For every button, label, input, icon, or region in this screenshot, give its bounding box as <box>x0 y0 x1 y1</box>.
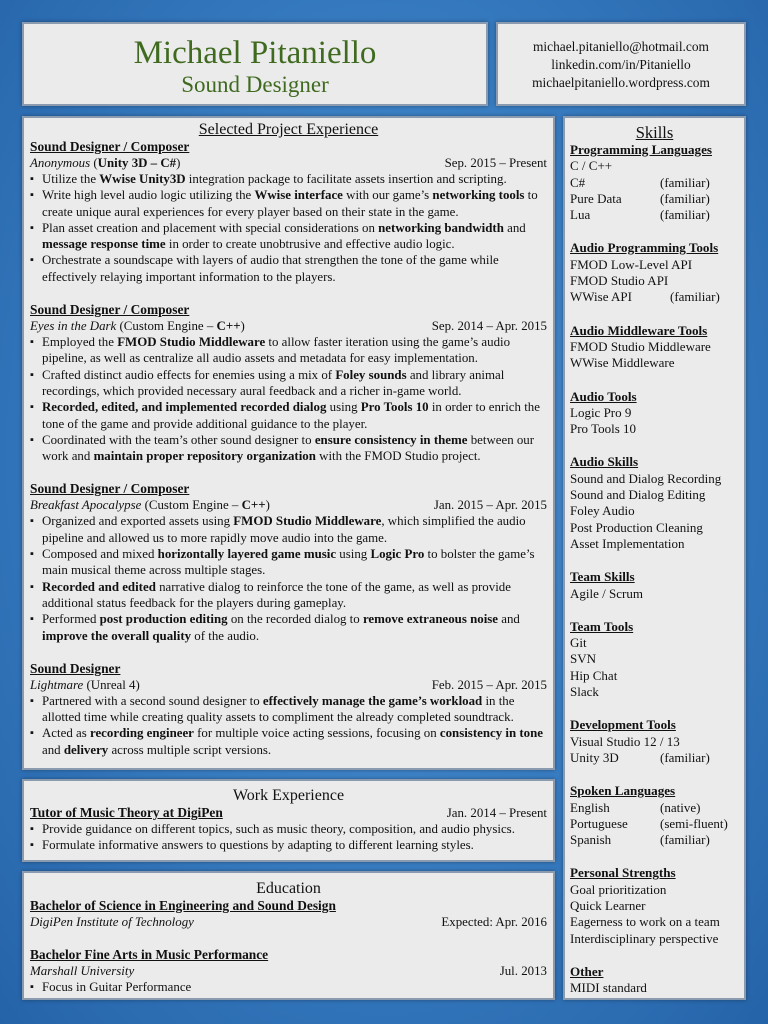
project-game: Breakfast Apocalypse (Custom Engine – C++) <box>30 498 270 513</box>
work-role: Tutor of Music Theory at DigiPen <box>30 805 223 820</box>
bold-text: Foley sounds <box>335 367 407 382</box>
bullet-item: ▪ Recorded, edited, and implemented recorded dialog using Pro Tools 10 in order to enrich the tone of the game and provide additional guidance to the player. <box>30 399 547 432</box>
skill-item <box>570 586 740 602</box>
bullet-item: ▪ Recorded and edited narrative dialog to reinforce the tone of the game, as well as provide additional status feedback for the players during gameplay. <box>30 579 547 612</box>
skill-category: Audio Tools <box>570 388 637 404</box>
skill-name: Interdisciplinary perspective <box>570 930 719 946</box>
skill-item <box>570 684 740 700</box>
skill-item <box>570 750 740 766</box>
bold-text: Logic Pro <box>370 547 425 562</box>
skill-item <box>570 191 740 207</box>
bold-text: improve the overall quality <box>42 628 192 643</box>
bullet-item: ▪ Utilize the Wwise Unity3D integration package to facilitate assets insertion and scripting. <box>30 171 547 187</box>
bullet-item: ▪ Write high level audio logic utilizing the Wwise interface with our game’s networking tools to create unique aural experiences for every player based on their state in the game. <box>30 187 547 220</box>
spacer <box>570 372 740 389</box>
bullet-item: ▪ Organized and exported assets using FMOD Studio Middleware, which simplified the audio pipeline and allowed us to more rapidly move audio into the game. <box>30 513 547 546</box>
bold-text: networking tools <box>432 188 525 203</box>
spacer <box>570 223 740 240</box>
degree-date: Expected: Apr. 2016 <box>441 915 547 929</box>
skill-name: Sound and Dialog Recording <box>570 470 722 486</box>
applicant-name: Michael Pitaniello <box>133 35 377 71</box>
contact-panel <box>496 22 746 106</box>
game-title: Eyes in the Dark <box>30 319 117 334</box>
skill-category: Spoken Languages <box>570 783 676 799</box>
contact-email[interactable]: michael.pitaniello@hotmail.com <box>533 39 709 54</box>
project-dates: Feb. 2015 – Apr. 2015 <box>431 677 547 692</box>
bullet-item: ▪ Partnered with a second sound designer to effectively manage the game’s workload in the allotted time while creating quality assets to compliment the already completed soundtrack. <box>30 693 547 726</box>
bold-text: maintain proper repository organization <box>93 449 316 464</box>
skill-item <box>570 503 740 519</box>
work-panel <box>22 779 555 862</box>
skill-category: Development Tools <box>570 717 676 733</box>
degree-date: Jul. 2013 <box>499 964 547 978</box>
bullet-item: ▪ Acted as recording engineer for multiple voice acting sessions, focusing on consistency in tone and delivery across multiple script versions. <box>30 725 547 758</box>
skill-item <box>570 175 740 191</box>
spacer <box>570 306 740 323</box>
skills-panel <box>563 116 746 1000</box>
skill-level: (familiar) <box>660 832 710 848</box>
skill-item <box>570 816 740 832</box>
project-meta-row <box>30 677 547 693</box>
skill-name: Agile / Scrum <box>570 585 643 601</box>
contact-linkedin[interactable]: linkedin.com/in/Pitaniello <box>551 57 691 72</box>
skill-item <box>570 914 740 930</box>
skill-name: C / C++ <box>570 158 613 174</box>
skill-name: Pure Data <box>570 190 622 206</box>
skill-item <box>570 931 740 947</box>
skill-name: Lua <box>570 207 591 223</box>
degree-name: Bachelor of Science in Engineering and Sound Design <box>30 898 336 913</box>
contact-list <box>498 38 744 92</box>
skills-heading: Skills <box>635 123 674 142</box>
skill-item <box>570 289 740 305</box>
skill-item <box>570 980 740 996</box>
skill-name: Slack <box>570 684 599 700</box>
projects-panel <box>22 116 555 770</box>
skill-item <box>570 339 740 355</box>
skill-category: Team Skills <box>570 569 635 585</box>
skill-name: Git <box>570 635 587 651</box>
degree-bullets <box>30 979 547 995</box>
project-meta-row <box>30 497 547 513</box>
work-bullets <box>30 821 547 854</box>
skill-category: Audio Skills <box>570 454 639 470</box>
applicant-title: Sound Designer <box>181 72 329 97</box>
skill-category: Audio Middleware Tools <box>570 322 708 338</box>
school-name <box>30 914 194 930</box>
skill-item <box>570 536 740 552</box>
skill-name: WWise Middleware <box>570 355 675 371</box>
skill-name: Visual Studio 12 / 13 <box>570 733 680 749</box>
bold-text: Recorded, edited, and implemented recorded dialog <box>42 400 327 415</box>
project-bullets <box>30 171 547 285</box>
bold-text: networking bandwidth <box>378 220 504 235</box>
bold-text: remove extraneous noise <box>362 612 499 627</box>
education-panel <box>22 871 555 1000</box>
skill-item <box>570 734 740 750</box>
skill-name: SVN <box>570 651 597 667</box>
skill-name: FMOD Low-Level API <box>570 256 693 272</box>
project-role: Sound Designer / Composer <box>30 139 190 154</box>
skill-name: Spanish <box>570 832 612 848</box>
skill-item <box>570 487 740 503</box>
bullet-item: ▪ Orchestrate a soundscape with layers of audio that strengthen the tone of the game while effectively relaying important information to the players. <box>30 252 547 285</box>
game-title: Lightmare <box>30 677 84 692</box>
bold-text: ensure consistency in theme <box>314 432 468 447</box>
school-name <box>30 963 134 979</box>
engine-name: C++ <box>216 319 241 334</box>
project-dates: Sep. 2015 – Present <box>444 156 547 170</box>
skill-category: Audio Programming Tools <box>570 240 719 256</box>
skill-category: Personal Strengths <box>570 865 676 881</box>
skill-item <box>570 668 740 684</box>
skill-name: Foley Audio <box>570 503 635 519</box>
skill-level: (familiar) <box>660 174 710 190</box>
bold-text: post production editing <box>99 612 228 627</box>
bold-text: delivery <box>63 742 109 757</box>
skill-name: Goal prioritization <box>570 881 667 897</box>
school-title: DigiPen Institute of Technology <box>30 915 194 929</box>
skill-name: Unity 3D <box>570 749 619 765</box>
skill-level: (semi-fluent) <box>660 815 728 831</box>
skill-item <box>570 882 740 898</box>
bullet-item: ▪ Composed and mixed horizontally layered game music using Logic Pro to bolster the game’s main musical theme across multiple stages. <box>30 546 547 579</box>
skill-category: Programming Languages <box>570 142 712 157</box>
project-meta-row <box>30 318 547 334</box>
project-role: Sound Designer / Composer <box>30 481 190 497</box>
bullet-item: ▪ Employed the FMOD Studio Middleware to allow faster iteration using the game’s audio pipeline, as well as centralize all audio assets and metadata for easy implementation. <box>30 334 547 367</box>
skill-name: Asset Implementation <box>570 535 685 551</box>
education-list <box>24 898 553 995</box>
skill-item <box>570 898 740 914</box>
spacer <box>30 930 547 947</box>
project-role: Sound Designer / Composer <box>30 302 190 318</box>
skill-name: Hip Chat <box>570 667 618 683</box>
skill-item <box>570 520 740 536</box>
skill-item <box>570 800 740 816</box>
bold-text: recording engineer <box>89 726 194 741</box>
engine-name: Unity 3D – C# <box>97 156 177 170</box>
work-heading: Work Experience <box>232 787 345 804</box>
bullet-item: ▪ Provide guidance on different topics, such as music theory, composition, and audio physics. <box>30 821 547 837</box>
skill-name: Quick Learner <box>570 897 646 913</box>
bold-text: Pro Tools 10 <box>360 400 429 415</box>
bold-text: effectively manage the game’s workload <box>262 693 483 708</box>
spacer <box>570 437 740 454</box>
skill-item <box>570 158 740 174</box>
skill-item <box>570 257 740 273</box>
spacer <box>570 700 740 717</box>
project-game: Anonymous (Unity 3D – C#) <box>30 156 181 170</box>
skill-name: Post Production Cleaning <box>570 519 703 535</box>
project-dates: Sep. 2014 – Apr. 2015 <box>431 319 547 334</box>
skill-name: FMOD Studio API <box>570 273 669 289</box>
skill-name: WWise API <box>570 289 632 305</box>
skill-name: English <box>570 799 610 815</box>
bold-text: FMOD Studio Middleware <box>233 514 382 529</box>
skill-name: Eagerness to work on a team <box>570 914 720 930</box>
spacer <box>570 602 740 619</box>
skills-list <box>565 142 744 996</box>
bold-text: Recorded and edited <box>42 579 156 594</box>
project-role: Sound Designer <box>30 660 121 676</box>
spacer <box>570 947 740 964</box>
bold-text: message response time <box>42 237 166 252</box>
project-meta-row <box>30 155 547 171</box>
spacer <box>570 848 740 865</box>
skill-name: Sound and Dialog Editing <box>570 487 706 503</box>
skill-item <box>570 355 740 371</box>
degree-name: Bachelor Fine Arts in Music Performance <box>30 947 269 962</box>
bold-text: Wwise interface <box>254 188 343 203</box>
skill-name: C# <box>570 174 586 190</box>
bold-text: horizontally layered game music <box>157 547 337 562</box>
skill-category: Other <box>570 963 604 979</box>
project-bullets <box>30 693 547 758</box>
skill-item <box>570 405 740 421</box>
work-dates: Jan. 2014 – Present <box>446 806 547 820</box>
skill-item <box>570 207 740 223</box>
skill-item <box>570 273 740 289</box>
name-panel <box>22 22 488 106</box>
spacer <box>30 285 547 302</box>
skill-item <box>570 651 740 667</box>
skill-name: Pro Tools 10 <box>570 421 637 437</box>
engine-name: C++ <box>241 498 266 513</box>
skill-level: (native) <box>660 799 701 815</box>
skill-level: (familiar) <box>660 190 710 206</box>
skill-item <box>570 635 740 651</box>
bullet-item: ▪ Performed post production editing on the recorded dialog to remove extraneous noise and improve the overall quality of the audio. <box>30 611 547 644</box>
skill-level: (familiar) <box>660 749 710 765</box>
bullet-item: ▪ Crafted distinct audio effects for enemies using a mix of Foley sounds and library animal recordings, which provided necessary aural feedback and a richer in-game world. <box>30 367 547 400</box>
projects-list <box>24 139 553 758</box>
game-title: Breakfast Apocalypse <box>30 498 142 513</box>
degree-meta-row <box>30 914 547 930</box>
skill-name: FMOD Studio Middleware <box>570 338 711 354</box>
skill-level: (familiar) <box>670 289 720 305</box>
spacer <box>570 552 740 569</box>
spacer <box>30 644 547 661</box>
spacer <box>30 464 547 481</box>
spacer <box>570 766 740 783</box>
project-bullets <box>30 513 547 643</box>
bullet-item: ▪ Focus in Guitar Performance <box>30 979 547 995</box>
contact-website[interactable]: michaelpitaniello.wordpress.com <box>532 75 710 90</box>
school-title: Marshall University <box>30 964 135 978</box>
project-bullets <box>30 334 547 464</box>
projects-heading: Selected Project Experience <box>198 121 379 138</box>
bold-text: FMOD Studio Middleware <box>117 335 266 350</box>
bold-text: Wwise Unity3D <box>99 172 186 186</box>
degree-meta-row <box>30 963 547 979</box>
bullet-item: ▪ Formulate informative answers to questions by adapting to different learning styles. <box>30 837 547 853</box>
project-game: Lightmare (Unreal 4) <box>30 677 140 692</box>
bullet-item: ▪ Coordinated with the team’s other sound designer to ensure consistency in theme between our work and maintain proper repository organization with the FMOD Studio project. <box>30 432 547 465</box>
education-heading: Education <box>256 880 321 897</box>
skill-name: MIDI standard <box>570 980 647 996</box>
bullet-item: ▪ Plan asset creation and placement with special considerations on networking bandwidth and message response time in order to create unobtrusive and effective audio logic. <box>30 220 547 253</box>
game-title: Anonymous <box>30 156 91 170</box>
work-row <box>30 805 547 821</box>
skill-category: Team Tools <box>570 618 634 634</box>
skill-item <box>570 832 740 848</box>
skill-level: (familiar) <box>660 207 710 223</box>
project-dates: Jan. 2015 – Apr. 2015 <box>433 498 547 513</box>
skill-name: Logic Pro 9 <box>570 404 632 420</box>
skill-item <box>570 421 740 437</box>
skill-item <box>570 471 740 487</box>
bold-text: consistency in tone <box>439 726 544 741</box>
project-game: Eyes in the Dark (Custom Engine – C++) <box>30 319 245 334</box>
skill-name: Portuguese <box>570 815 628 831</box>
